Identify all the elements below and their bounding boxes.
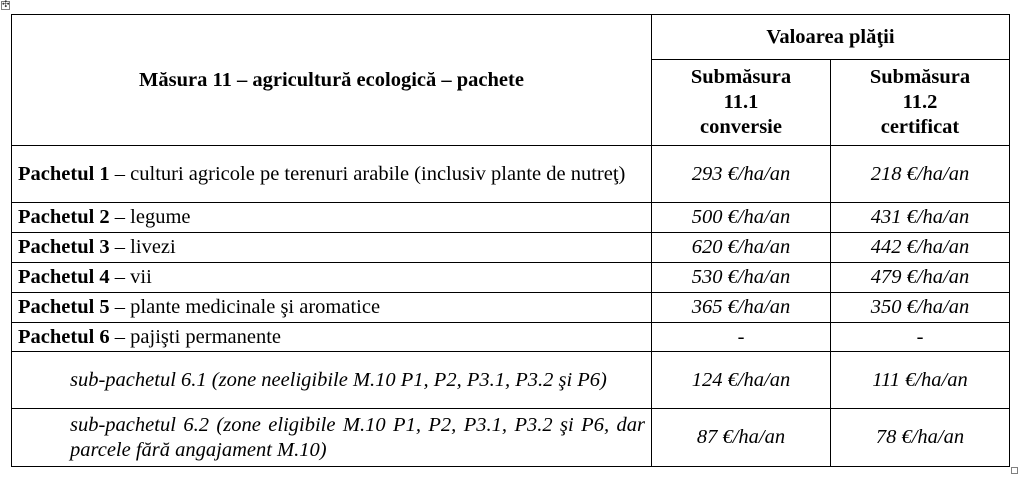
package-description: – legume xyxy=(109,206,191,228)
payment-header: Valoarea plăţii xyxy=(766,25,895,48)
value-11-2: 431 €/ha/an xyxy=(831,203,1010,233)
package-description: – culturi agricole pe terenuri arabile (inclusiv plante de nutreţ) xyxy=(109,162,626,185)
value-11-1: 620 €/ha/an xyxy=(652,233,831,263)
value-11-1: 365 €/ha/an xyxy=(652,293,831,323)
package-name: Pachetul 2 xyxy=(18,206,110,228)
value-11-1: 124 €/ha/an xyxy=(652,352,831,409)
value-11-2: 78 €/ha/an xyxy=(831,409,1010,467)
payment-header-cell xyxy=(652,15,1010,60)
table-row xyxy=(12,293,1010,323)
table-row xyxy=(12,233,1010,263)
package-name: Pachetul 1 xyxy=(18,162,110,185)
value-11-1: 530 €/ha/an xyxy=(652,263,831,293)
table-title: Măsura 11 – agricultură ecologică – pachete xyxy=(139,68,524,91)
package-description: – pajişti permanente xyxy=(109,325,282,348)
value-11-2: - xyxy=(831,323,1010,352)
package-description: – plante medicinale şi aromatice xyxy=(109,296,381,318)
package-description: – livezi xyxy=(109,236,176,258)
table-row xyxy=(12,203,1010,233)
table-move-handle-icon[interactable]: ✣ xyxy=(2,0,10,10)
table-row xyxy=(12,263,1010,293)
package-cell xyxy=(12,233,652,263)
table-title-cell xyxy=(12,15,652,146)
package-name: Pachetul 5 xyxy=(18,296,110,318)
subpackage-description: sub-pachetul 6.1 (zone neeligibile M.10 P1, P2, P3.1, P3.2 şi P6) xyxy=(12,352,652,409)
value-11-2: 111 €/ha/an xyxy=(831,352,1010,409)
value-11-2: 218 €/ha/an xyxy=(831,146,1010,203)
table-row xyxy=(12,352,1010,409)
table-resize-handle-icon[interactable] xyxy=(1011,467,1018,474)
value-11-2: 350 €/ha/an xyxy=(831,293,1010,323)
value-11-1: 500 €/ha/an xyxy=(652,203,831,233)
value-11-2: 442 €/ha/an xyxy=(831,233,1010,263)
payment-table xyxy=(11,14,1010,467)
value-11-1: 87 €/ha/an xyxy=(652,409,831,467)
subpackage-description: sub-pachetul 6.2 (zone eligibile M.10 P1, P2, P3.1, P3.2 şi P6, dar parcele fără angajament M.10) xyxy=(12,409,652,467)
submeasure-11-2-header: Submăsura 11.2 certificat xyxy=(831,60,1010,146)
submeasure-11-1-header: Submăsura 11.1 conversie xyxy=(652,60,831,146)
package-cell xyxy=(12,203,652,233)
package-name: Pachetul 3 xyxy=(18,236,110,258)
package-name: Pachetul 4 xyxy=(18,266,110,288)
table-row xyxy=(12,146,1010,203)
table-row xyxy=(12,323,1010,352)
value-11-1: 293 €/ha/an xyxy=(652,146,831,203)
value-11-2: 479 €/ha/an xyxy=(831,263,1010,293)
package-cell xyxy=(12,263,652,293)
package-cell xyxy=(12,146,652,203)
package-description: – vii xyxy=(109,266,152,288)
package-cell xyxy=(12,293,652,323)
table-row xyxy=(12,409,1010,467)
package-cell xyxy=(12,323,652,352)
package-name: Pachetul 6 xyxy=(18,325,110,348)
value-11-1: - xyxy=(652,323,831,352)
